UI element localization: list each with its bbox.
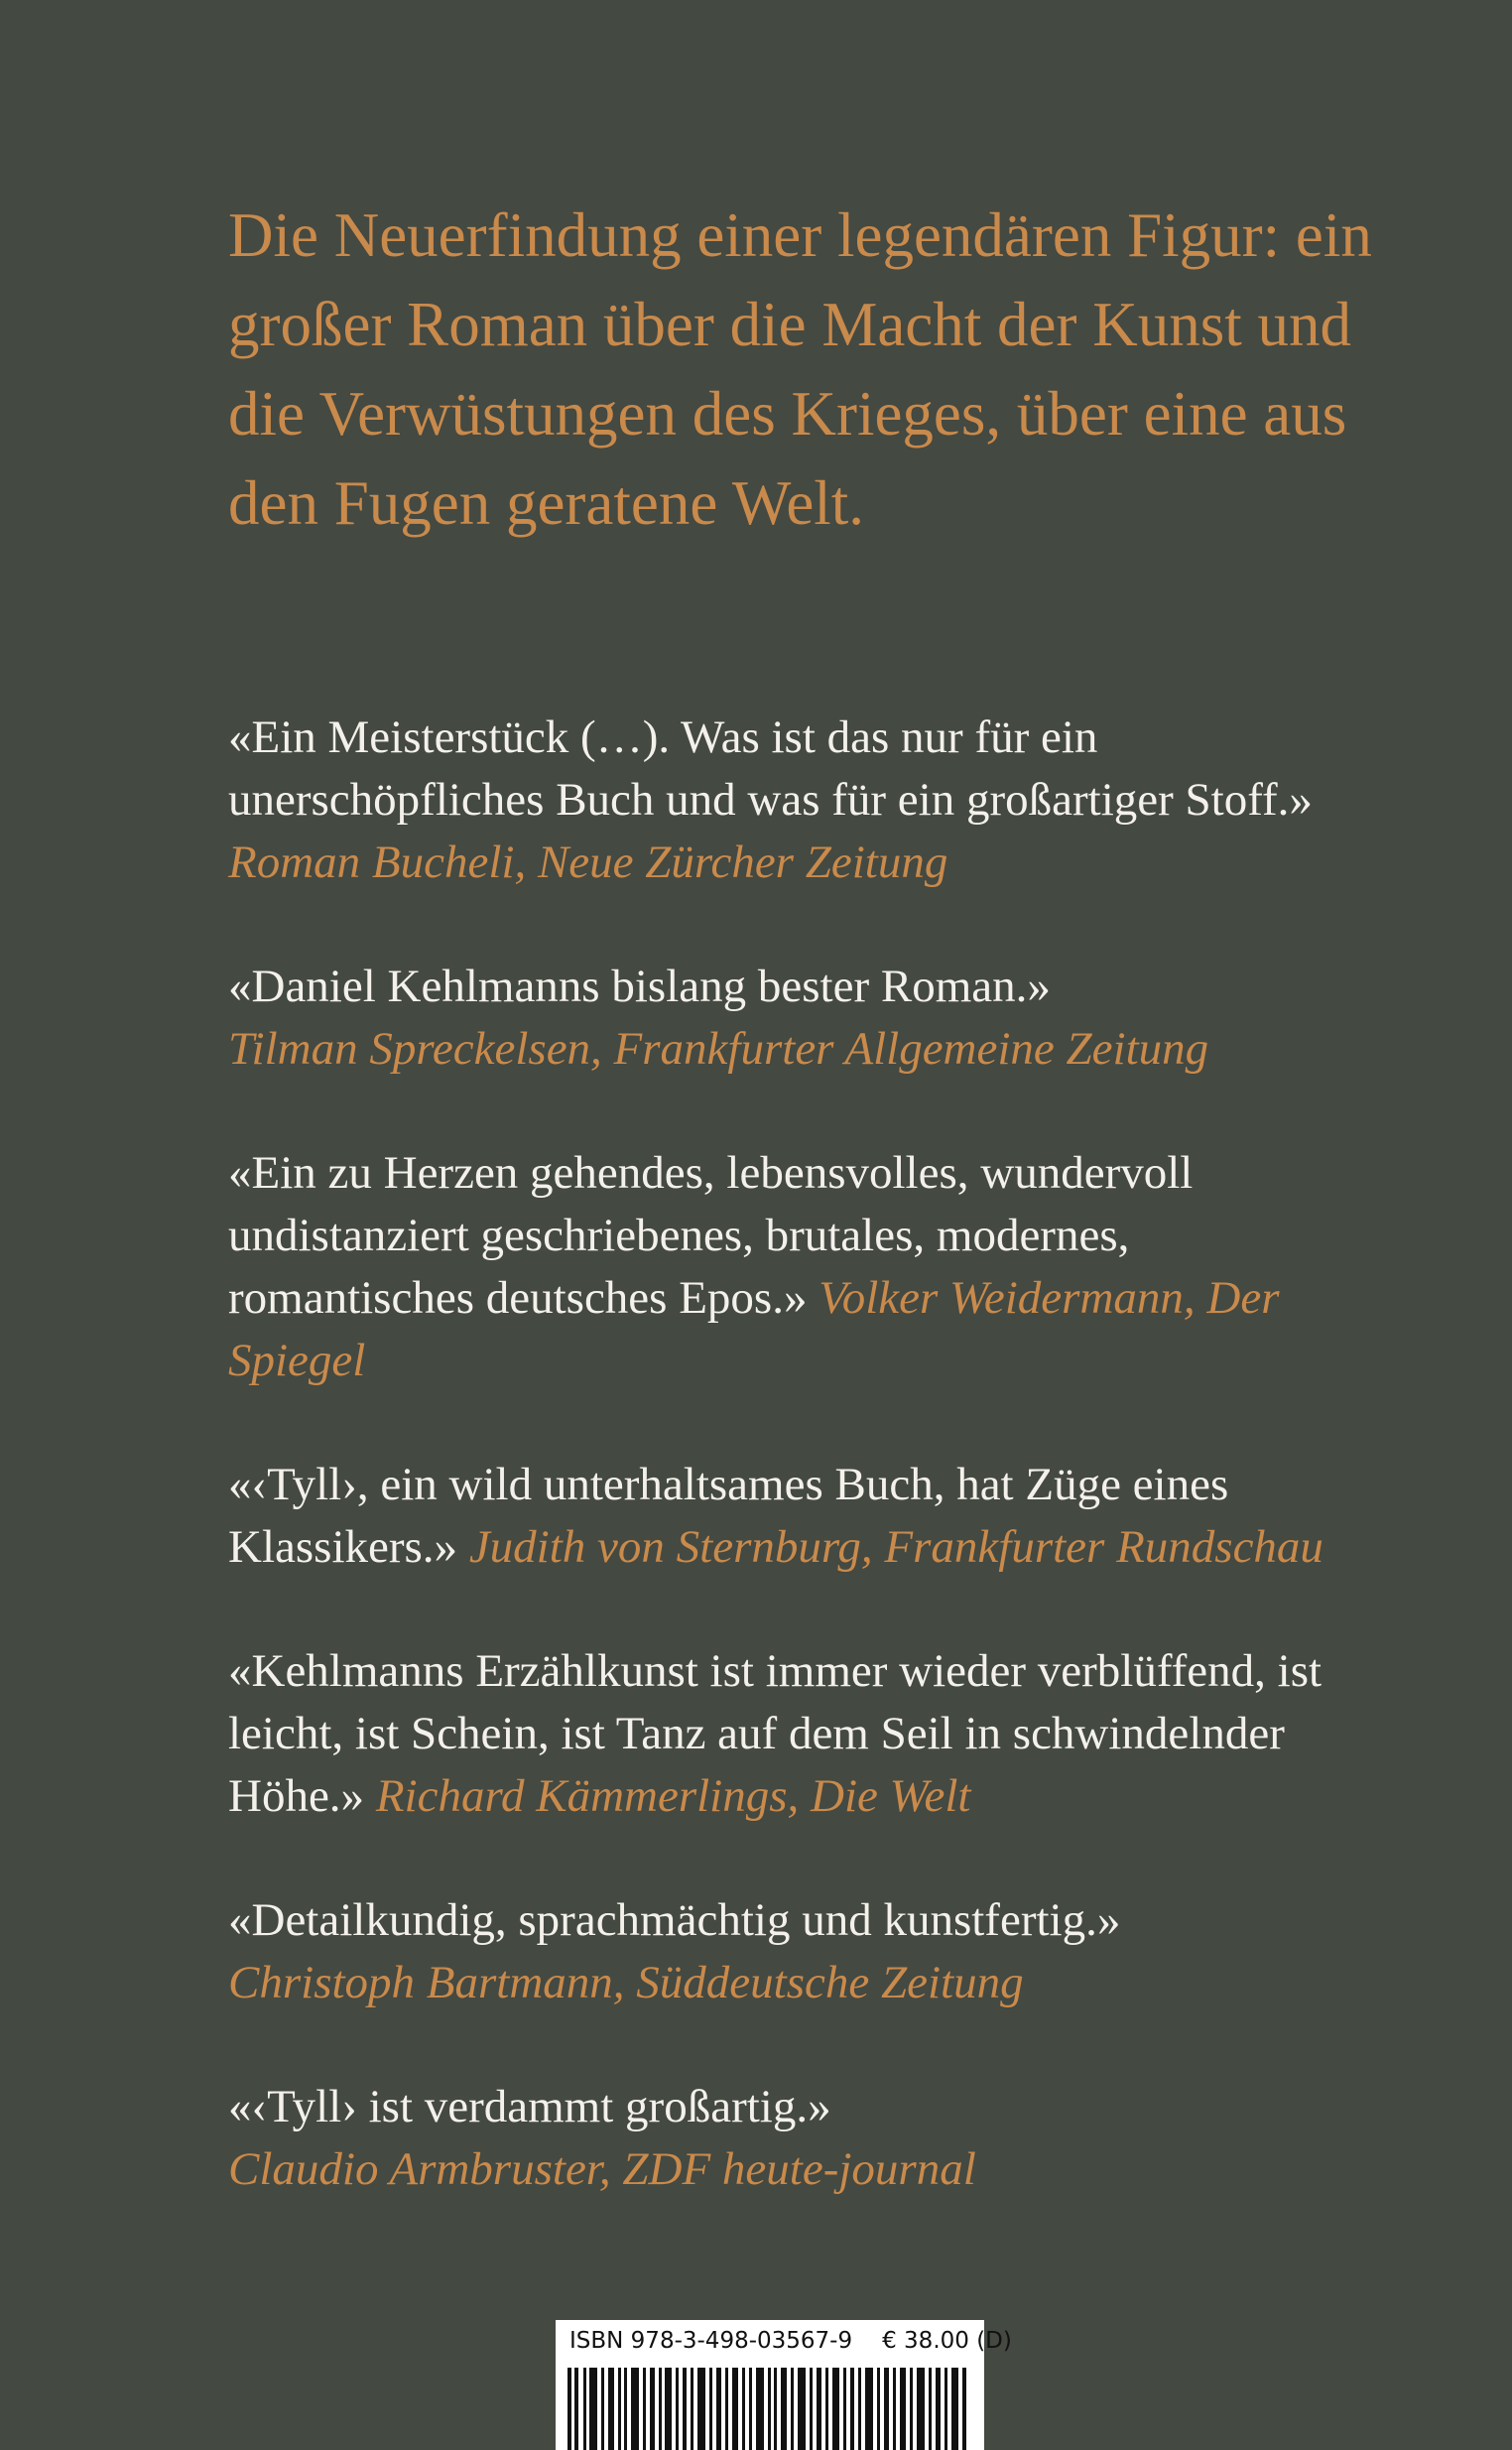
review-quote-6 [228, 1889, 1379, 2014]
quote-source: Richard Kämmerlings, Die Welt [375, 1770, 971, 1822]
barcode-caption [569, 2328, 1012, 2354]
quote-source: Claudio Armbruster, ZDF heute-journal [228, 2143, 976, 2195]
review-quote-3 [228, 1142, 1379, 1392]
price-label: € 38.00 (D) [882, 2328, 1012, 2354]
review-quote-1 [228, 707, 1379, 894]
isbn-label: ISBN 978-3-498-03567-9 [569, 2328, 853, 2354]
quote-text: «Ein zu Herzen gehendes, lebensvolles, wundervoll undistanziert geschriebenes, brutales, modernes, romantisches deutsches Epos.» [228, 1147, 1194, 1324]
review-quote-2 [228, 956, 1379, 1081]
review-quote-5 [228, 1640, 1379, 1828]
quote-source: Roman Bucheli, Neue Zürcher Zeitung [228, 837, 948, 888]
quote-source: Judith von Sternburg, Frankfurter Rundschau [468, 1521, 1323, 1573]
review-quote-4 [228, 1454, 1379, 1579]
quote-source: Tilman Spreckelsen, Frankfurter Allgemeine Zeitung [228, 1023, 1209, 1075]
quote-text: «Kehlmanns Erzählkunst ist immer wieder verblüffend, ist leicht, ist Schein, ist Tanz auf dem Seil in schwindelnder Höhe.» [228, 1645, 1323, 1822]
quote-source: Volker Weidermann, Der Spiegel [228, 1272, 1280, 1386]
quote-text: «‹Tyll› ist verdammt großartig.» [228, 2081, 831, 2132]
review-quotes [228, 707, 1379, 2262]
cover-blurb: Die Neuerfindung einer legendären Figur: ein großer Roman über die Macht der Kunst und die Verwüstungen des Krieges, über eine aus den Fugen geratene Welt. [228, 200, 1372, 538]
quote-text: «‹Tyll›, ein wild unterhaltsames Buch, hat Züge eines Klassikers.» [228, 1459, 1229, 1573]
quote-text: «Daniel Kehlmanns bislang bester Roman.» [228, 961, 1051, 1012]
barcode-box [556, 2320, 1012, 2450]
quote-text: «Ein Meisterstück (…). Was ist das nur für ein unerschöpfliches Buch und was für ein großartiger Stoff.» [228, 711, 1313, 826]
quote-source: Christoph Bartmann, Süddeutsche Zeitung [228, 1957, 1024, 2008]
quote-text: «Detailkundig, sprachmächtig und kunstfertig.» [228, 1894, 1121, 1946]
barcode-icon [567, 2368, 970, 2450]
review-quote-7 [228, 2076, 1379, 2201]
